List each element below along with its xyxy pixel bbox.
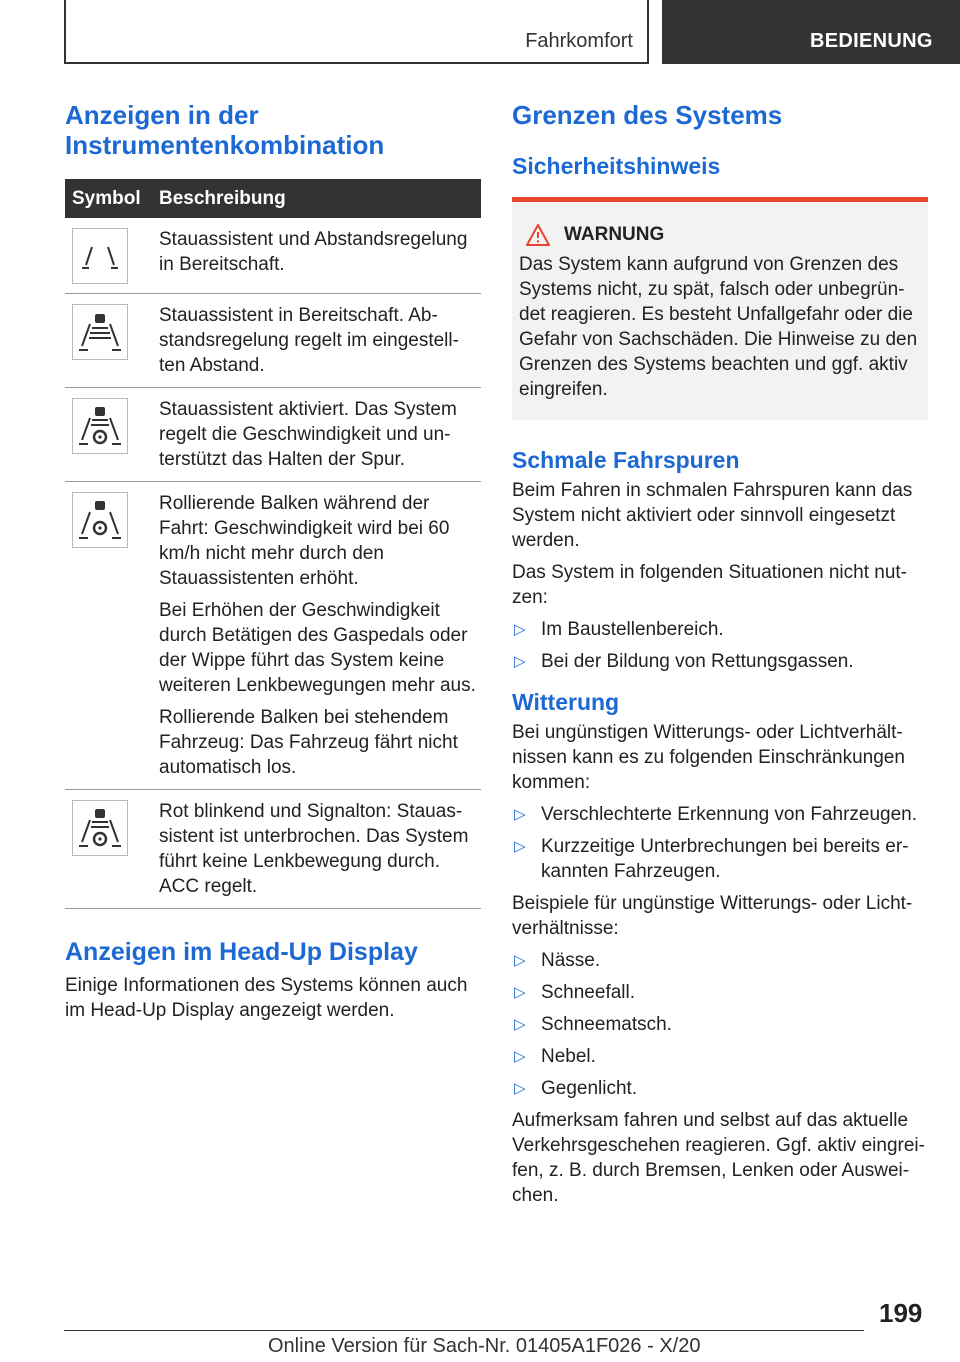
bullet-triangle-icon: ▷ <box>514 1080 526 1097</box>
weather-text-2: Beispiele für ungünstige Witterungs- oder Licht-verhältnisse: <box>512 893 913 939</box>
list-item: ▷ Schneematsch. <box>514 1014 672 1035</box>
row-description: Rollierende Balken bei stehendem Fahrzeug: Das Fahrzeug fährt nicht automatisch los. <box>159 707 458 778</box>
car-lanes-distance-icon <box>72 304 128 360</box>
right-column <box>512 100 928 1208</box>
footer-divider <box>64 1330 864 1331</box>
row-description: Stauassistent aktiviert. Das System regelt die Geschwindigkeit und un-terstützt das Halten der Spur. <box>159 399 457 470</box>
list-item: ▷ Nässe. <box>514 950 601 971</box>
symbol-table <box>65 179 481 909</box>
weather-text-3: Aufmerksam fahren und selbst auf das aktuelle Verkehrsgeschehen reagieren. Ggf. aktiv eingrei-fen, z. B. durch Bremsen, Lenken oder Auswei-chen. <box>512 1110 925 1206</box>
header-section-box <box>64 0 649 64</box>
car-lanes-steering-icon <box>72 398 128 454</box>
warning-triangle-icon <box>526 224 550 246</box>
row-description: Stauassistent in Bereitschaft. Ab-standsregelung regelt im eingestell-ten Abstand. <box>159 305 459 376</box>
list-item: ▷ Im Baustellenbereich. <box>514 619 724 640</box>
table-row <box>65 790 481 909</box>
table-row <box>65 218 481 294</box>
heading-system-limits: Grenzen des Systems <box>512 100 783 130</box>
bullet-triangle-icon: ▷ <box>514 806 526 823</box>
car-lanes-steering-red-icon <box>72 800 128 856</box>
header-section-title: Fahrkomfort <box>525 30 633 52</box>
row-description: Rollierende Balken während der Fahrt: Geschwindigkeit wird bei 60 km/h nicht mehr durch den Stauassistenten erhöht. <box>159 493 450 589</box>
row-description: Bei Erhöhen der Geschwindigkeit durch Betätigen des Gaspedals oder der Wippe führt das System keine weiteren Lenkbewegungen mehr aus. <box>159 600 476 696</box>
bullet-triangle-icon: ▷ <box>514 838 526 855</box>
page-number: 199 <box>879 1298 923 1328</box>
bullet-triangle-icon: ▷ <box>514 1048 526 1065</box>
footer-text: Online Version für Sach-Nr. 01405A1F026 - X/20 <box>268 1335 701 1357</box>
weather-text-1: Bei ungünstigen Witterungs- oder Lichtverhält-nissen kann es zu folgenden Einschränkungen kommen: <box>512 722 905 793</box>
list-item: ▷ Bei der Bildung von Rettungsgassen. <box>514 651 854 672</box>
list-item: ▷ Nebel. <box>514 1046 596 1067</box>
bullet-triangle-icon: ▷ <box>514 952 526 969</box>
table-header <box>65 179 481 218</box>
table-row <box>65 294 481 388</box>
left-column <box>65 100 481 1023</box>
warning-text: Das System kann aufgrund von Grenzen des Systems nicht, zu spät, falsch oder unbegrün-det reagieren. Es besteht Unfallgefahr oder die Gefahr von Sachschäden. Die Hinweise zu den Grenzen des Systems beachten und ggf. aktiv eingreifen. <box>519 254 918 400</box>
table-header-symbol: Symbol <box>72 187 141 209</box>
car-lanes-bars-icon <box>72 492 128 548</box>
weather-examples-list <box>512 948 928 1101</box>
narrow-list <box>512 617 928 674</box>
table-header-description: Beschreibung <box>159 187 286 209</box>
list-item: ▷ Gegenlicht. <box>514 1078 638 1099</box>
heading-instrument-display: Anzeigen in der Instrumentenkombination <box>65 100 385 160</box>
heading-safety-note: Sicherheitshinweis <box>512 153 721 179</box>
table-row <box>65 388 481 482</box>
bullet-triangle-icon: ▷ <box>514 653 526 670</box>
narrow-text-2: Das System in folgenden Situationen nicht nut-zen: <box>512 562 908 608</box>
bullet-triangle-icon: ▷ <box>514 621 526 638</box>
list-item: ▷ Kurzzeitige Unterbrechungen bei bereits er-kannten Fahrzeugen. <box>514 836 909 882</box>
heading-head-up-display: Anzeigen im Head-Up Display <box>65 938 418 966</box>
bullet-triangle-icon: ▷ <box>514 984 526 1001</box>
hud-text: Einige Informationen des Systems können auch im Head-Up Display angezeigt werden. <box>65 975 468 1021</box>
narrow-text-1: Beim Fahren in schmalen Fahrspuren kann das System nicht aktiviert oder sinnvoll eingesetzt werden. <box>512 480 913 551</box>
header-chapter-box <box>662 0 960 64</box>
heading-narrow-lanes: Schmale Fahrspuren <box>512 447 740 473</box>
row-description: Stauassistent und Abstandsregelung in Bereitschaft. <box>159 229 468 275</box>
warning-title: WARNUNG <box>564 224 665 245</box>
warning-box <box>512 197 928 420</box>
bullet-triangle-icon: ▷ <box>514 1016 526 1033</box>
list-item: ▷ Schneefall. <box>514 982 636 1003</box>
weather-effects-list <box>512 802 928 884</box>
heading-weather: Witterung <box>512 689 620 715</box>
row-description: Rot blinkend und Signalton: Stauas-sistent ist unterbrochen. Das System führt keine Lenkbewegung durch. ACC regelt. <box>159 801 469 897</box>
table-row <box>65 482 481 790</box>
lane-lines-icon <box>72 228 128 284</box>
header-chapter-title: BEDIENUNG <box>810 30 933 52</box>
list-item: ▷ Verschlechterte Erkennung von Fahrzeugen. <box>514 804 918 825</box>
